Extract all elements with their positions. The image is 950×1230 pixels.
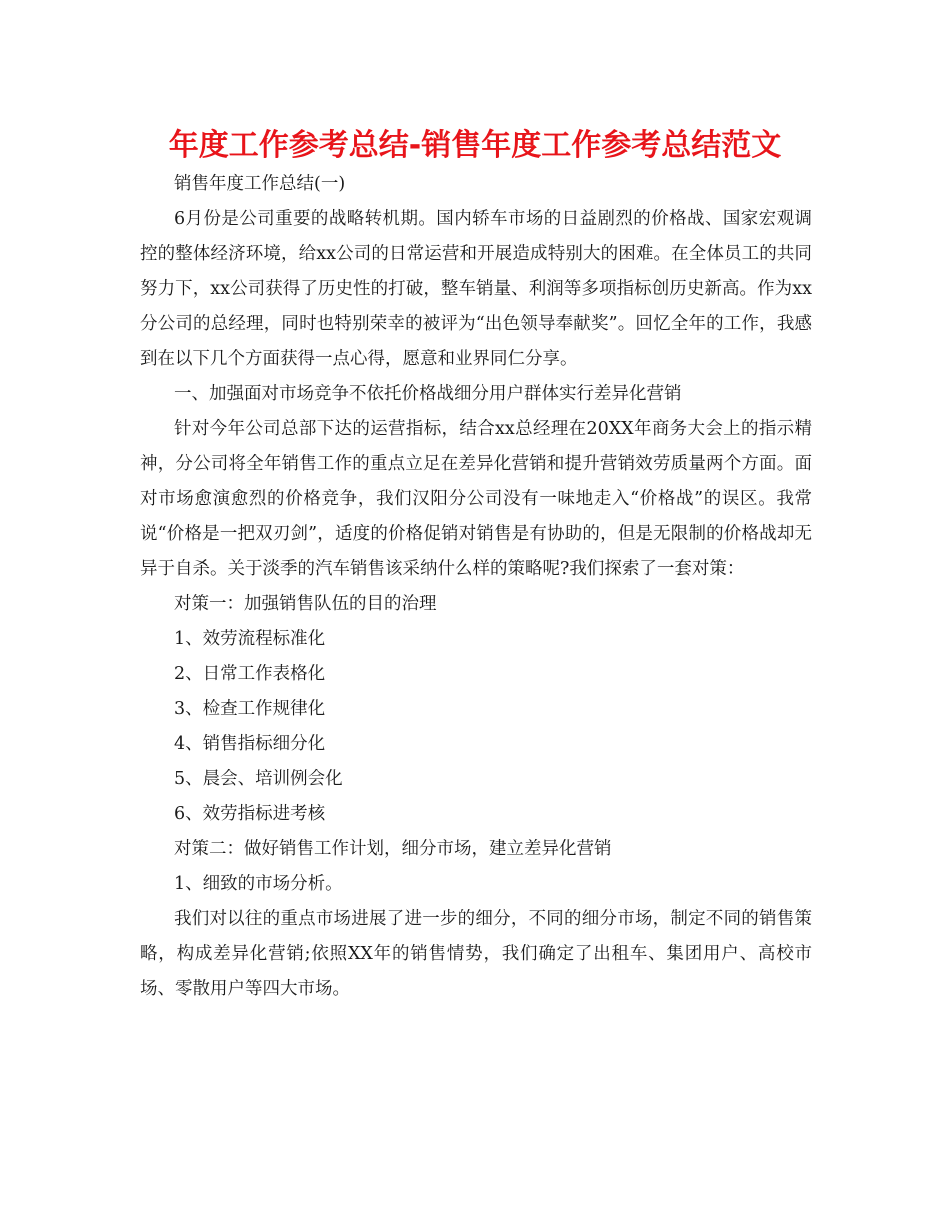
list-item: 1、效劳流程标准化 [174,629,326,649]
subsection-heading: 对策一：加强销售队伍的目的治理 [174,594,437,614]
list-item: 1、细致的市场分析。 [174,874,343,894]
list-item: 2、日常工作表格化 [174,664,326,684]
list-item: 6、效劳指标进考核 [174,804,326,824]
section-heading: 销售年度工作总结(一) [174,174,346,194]
document-body [140,167,812,1007]
list-item: 5、晨会、培训例会化 [174,769,343,789]
list-item: 4、销售指标细分化 [174,734,326,754]
subsection-heading: 对策二：做好销售工作计划，细分市场，建立差异化营销 [174,839,612,859]
paragraph: 我们对以往的重点市场进展了进一步的细分，不同的细分市场，制定不同的销售策略，构成差异化营销;依照XX年的销售情势，我们确定了出租车、集团用户、高校市场、零散用户等四大市场。 [140,909,812,999]
section-heading: 一、加强面对市场竞争不依托价格战细分用户群体实行差异化营销 [174,384,682,404]
paragraph: 针对今年公司总部下达的运营指标，结合xx总经理在20XX年商务大会上的指示精神，分公司将全年销售工作的重点立足在差异化营销和提升营销效劳质量两个方面。面对市场愈演愈烈的价格竞争，我们汉阳分公司没有一味地走入“价格战”的误区。我常说“价格是一把双刃剑”，适度的价格促销对销售是有协助的，但是无限制的价格战却无异于自杀。关于淡季的汽车销售该采纳什么样的策略呢?我们探索了一套对策： [140,419,812,579]
paragraph: 6月份是公司重要的战略转机期。国内轿车市场的日益剧烈的价格战、国家宏观调控的整体经济环境，给xx公司的日常运营和开展造成特别大的困难。在全体员工的共同努力下，xx公司获得了历史性的打破，整车销量、利润等多项指标创历史新高。作为xx分公司的总经理，同时也特别荣幸的被评为“出色领导奉献奖”。回忆全年的工作，我感到在以下几个方面获得一点心得，愿意和业界同仁分享。 [140,209,812,369]
list-item: 3、检查工作规律化 [174,699,326,719]
document-title: 年度工作参考总结-销售年度工作参考总结范文 [168,128,782,163]
